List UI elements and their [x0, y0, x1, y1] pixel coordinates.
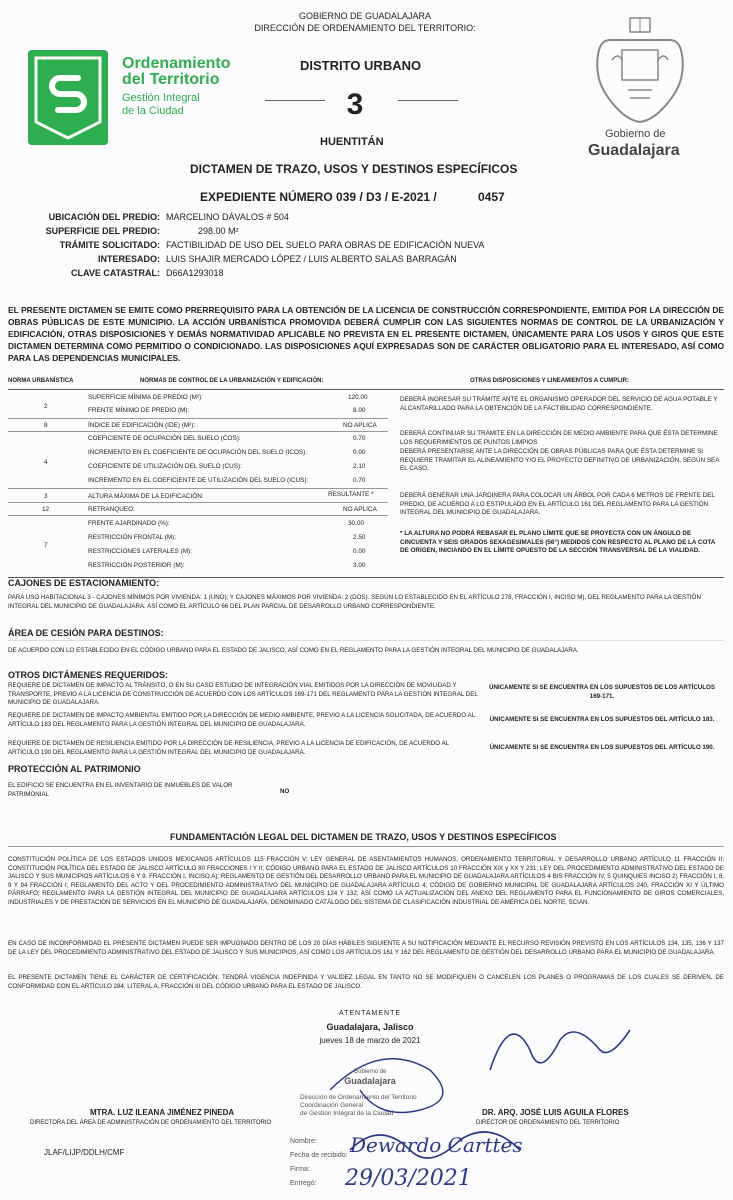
logo-subtitle-line2: de la Ciudad: [122, 105, 184, 117]
table-row-norma: 8: [44, 422, 48, 429]
recibo-entrego: Entregó:: [290, 1180, 317, 1187]
table-row-value: 2.10: [353, 463, 366, 470]
clave-label: CLAVE CATASTRAL:: [71, 268, 160, 278]
stamp-line-1: Dirección de Ordenamiento del Territorio: [300, 1094, 417, 1101]
atentamente: ATENTAMENTE: [338, 1010, 402, 1017]
otros-title: OTROS DICTÁMENES REQUERIDOS:: [8, 670, 169, 680]
cesion-text: DE ACUERDO CON LO ESTABLECIDO EN EL CÓDIGO URBANO PARA EL ESTADO DE JALISCO, ASÍ COMO EN EL REGLAMENTO PARA LA GESTIÓN INTEGRAL DEL MUNICIPIO DE GUADALAJARA.: [8, 647, 579, 654]
stamp-gob-1: Gobierno de: [353, 1069, 387, 1075]
otras-item-altura: * LA ALTURA NO PODRÁ REBASAR EL PLANO LÍMITE QUE SE PROYECTA CON UN ÁNGULO DE CINCUENTA Y SEIS GRADOS SEXAGESIMALES (56°) MEDIDOS CON RESPECTO AL PLANO DE LA COTA DE ORIGEN, INICIANDO EN EL LÍMITE OPUESTO DE LA SECCIÓN TRANSVERSAL DE LA VIALIDAD.: [400, 530, 716, 555]
left-signer-role: DIRECTORA DEL ÁREA DE ADMINISTRACIÓN DE ORDENAMIENTO DEL TERRITORIO: [30, 1120, 272, 1126]
patrimonio-title: PROTECCIÓN AL PATRIMONIO: [8, 764, 141, 774]
distrito-label: DISTRITO URBANO: [300, 58, 422, 73]
table-row-value: 0.00: [353, 449, 366, 456]
table-row-label: COEFICIENTE DE UTILIZACIÓN DEL SUELO (CUS):: [88, 463, 242, 470]
cajones-text: PARA USO HABITACIONAL 3 - CAJONES MÍNIMOS POR VIVIENDA: 1 (UNO); Y CAJONES MÁXIMOS POR VIVIENDA: 2 (DOS). SEGÚN LO ESTABLECIDO EN EL ARTÍCULO 278, FRACCIÓN I, INCISO M), DEL REGLAMENTO PARA LA GESTIÓN INTEGRAL DEL MUNICIPIO DE GUADALAJARA. ASÍ COMO EL ARTÍCULO 66 DEL PLAN PARCIAL DE DESARROLLO URBANO CORRESPONDIENTE.: [8, 594, 701, 610]
table-row-label: RETRANQUEO:: [88, 506, 135, 513]
table-row-norma: 12: [42, 506, 50, 513]
table-row-label: FRENTE AJARDINADO (%):: [88, 520, 170, 527]
table-header-normas: NORMAS DE CONTROL DE LA URBANIZACIÓN Y EDIFICACIÓN:: [140, 378, 324, 384]
table-row-value: 30.00: [348, 520, 364, 527]
gov-line-1: GOBIERNO DE GUADALAJARA: [298, 11, 432, 21]
patrimonio-value: NO: [280, 788, 290, 795]
cajones-title: CAJONES DE ESTACIONAMIENTO:: [8, 578, 160, 588]
table-row-norma: 7: [44, 542, 48, 549]
table-row-label: RESTRICCIÓN POSTERIOR (M):: [88, 562, 185, 569]
table-row-value: 120.00: [348, 394, 368, 401]
otros-item-cond: ÚNICAMENTE SI SE ENCUENTRA EN LOS SUPUESTOS DE LOS ARTÍCULOS 169-171.: [489, 684, 715, 700]
table-row-norma: 3: [44, 493, 48, 500]
fundamentacion-p1: CONSTITUCIÓN POLÍTICA DE LOS ESTADOS UNIDOS MEXICANOS ARTÍCULOS 115 FRACCIÓN V; LEY GENERAL DE ASENTAMIENTOS HUMANOS, ORDENAMIENTO TERRITORIAL Y DESARROLLO URBANO ARTÍCULO 11 FRACCIÓN II; CONSTITUCIÓN POLÍTICA DEL ESTADO DE JALISCO ARTÍCULO 80 FRACCIONES I Y II; CÓDIGO URBANO PARA EL ESTADO DE JALISCO ARTÍCULOS 10 FRACCIÓN XIX y XX Y 231; LEY DEL PROCEDIMIENTO ADMINISTRATIVO DEL ESTADO DE JALISCO Y SUS MUNICIPIOS ARTÍCULOS 6 Y 9, FRACCIÓN I, INCISO A); REGLAMENTO DE GESTIÓN DEL DESARROLLO URBANO PARA EL MUNICIPIO DE GUADALAJARA ARTÍCULOS 4 BIS FRACCIÓN IV, 5 QUINQUIES INCISO 2) FRACCIÓN I, 8, 9 Y 94 FRACCIÓN I; REGLAMENTO DEL ACTO Y DEL PROCEDIMIENTO ADMINISTRATIVO DEL MUNICIPIO DE GUADALAJARA ARTÍCULO 4; CÓDIGO DE GOBIERNO MUNICIPAL DE GUADALAJARA ARTÍCULOS 240, FRACCIÓN XI Y ÚLTIMO PÁRRAFO; REGLAMENTO PARA LA GESTIÓN INTEGRAL DEL MUNICIPIO DE GUADALAJARA ARTÍCULOS 124 Y 132; ASÍ COMO LA ACTUALIZACIÓN DEL ANEXO DEL REGLAMENTO PARA EL FUNCIONAMIENTO DE GIROS COMERCIALES, INDUSTRIALES Y DE PRESTACIÓN DE SERVICIOS EN EL MUNICIPIO DE GUADALAJARA, DENOMINADO CATÁLOGO DEL SISTEMA DE CLASIFICACIÓN INDUSTRIAL DE AMÉRICA DEL NORTE, SCIAN.: [8, 856, 724, 906]
expediente: EXPEDIENTE NÚMERO 039 / D3 / E-2021 /: [200, 190, 437, 204]
fundamentacion-title: FUNDAMENTACIÓN LEGAL DEL DICTAMEN DE TRAZO, USOS Y DESTINOS ESPECÍFICOS: [170, 832, 557, 842]
right-signer-name: DR. ARQ. JOSÉ LUIS AGUILA FLORES: [482, 1108, 629, 1117]
table-row-label: INCREMENTO EN EL COEFICIENTE DE OCUPACIÓN DEL SUELO (ICOS):: [88, 449, 308, 456]
gov-logo-name-1: Gobierno de: [605, 128, 666, 140]
interesado-value: LUIS SHAJIR MERCADO LÓPEZ / LUIS ALBERTO SALAS BARRAGÁN: [166, 254, 457, 264]
hand-date: 29/03/2021: [345, 1166, 472, 1191]
cesion-title: ÁREA DE CESIÓN PARA DESTINOS:: [8, 628, 164, 638]
otras-item: DEBERÁ CONTINUAR SU TRÁMITE EN LA DIRECCIÓN DE MEDIO AMBIENTE PARA QUE ÉSTA DETERMINE LOS REQUERIMIENTOS DE PUNTOS LIMPIOS: [400, 430, 718, 446]
table-row-label: RESTRICCIÓN FRONTAL (M):: [88, 534, 177, 541]
stamp-line-3: de Gestión Integral de la Ciudad: [300, 1110, 394, 1117]
table-row-norma: 2: [44, 403, 48, 410]
clave-value: D66A1293018: [166, 268, 224, 278]
interesado-label: INTERESADO:: [97, 254, 160, 264]
otras-item: DEBERÁ INGRESAR SU TRÁMITE ANTE EL ORGANISMO OPERADOR DEL SERVICIO DE AGUA POTABLE Y ALCANTARILLADO PARA LA OBTENCIÓN DE LA FACTIBILIDAD CORRESPONDIENTE.: [400, 396, 718, 412]
table-row-value: 2.50: [353, 534, 366, 541]
ubicacion-label: UBICACIÓN DEL PREDIO:: [48, 212, 160, 222]
expediente-number: 0457: [478, 190, 505, 204]
table-row-label: INCREMENTO EN EL COEFICIENTE DE UTILIZACIÓN DEL SUELO (ICUS):: [88, 477, 309, 484]
hand-name: Dewardo Carttes: [350, 1133, 523, 1157]
table-row-value: RESULTANTE *: [328, 491, 374, 498]
distrito-number: 3: [346, 88, 364, 121]
table-row-label: RESTRICCIONES LATERALES (M):: [88, 548, 192, 555]
initials: JLAF/LIJP/DDLH/CMF: [44, 1148, 125, 1157]
otros-item-cond: ÚNICAMENTE SI SE ENCUENTRA EN LOS SUPUESTOS DEL ARTÍCULO 190.: [489, 744, 715, 751]
fundamentacion-p2: EN CASO DE INCONFORMIDAD EL PRESENTE DICTAMEN PUEDE SER IMPUGNADO DENTRO DE LOS 20 DÍAS HÁBILES SIGUIENTE A SU NOTIFICACIÓN MEDIANTE EL RECURSO REVISIÓN PREVISTO EN LOS ARTÍCULOS 134, 135, 136 Y 137 DE LA LEY DEL PROCEDIMIENTO ADMINISTRATIVO DEL ESTADO DE JALISCO Y SUS MUNICIPIOS, ASÍ COMO LOS ARTÍCULOS 161 Y 162 DEL REGLAMENTO DE GESTIÓN DEL DESARROLLO URBANO PARA EL MUNICIPIO DE GUADALAJARA.: [8, 940, 724, 956]
table-row-label: ALTURA MÁXIMA DE LA EDIFICACIÓN:: [88, 493, 204, 500]
recibo-fecha: Fecha de recibido:: [290, 1152, 348, 1159]
firma-fecha: jueves 18 de marzo de 2021: [319, 1036, 421, 1045]
table-row-norma: 4: [44, 459, 48, 466]
subdistrito: HUENTITÁN: [320, 136, 384, 148]
otras-item: DEBERÁ PRESENTARSE ANTE LA DIRECCIÓN DE OBRAS PÚBLICAS PARA QUE ÉSTA DETERMINE SI REQUIERE TRAMITAR EL ALINEAMIENTO Y/O EL PROYECTO DEFINITIVO DE URBANIZACIÓN, SEGÚN SEA EL CASO.: [400, 448, 720, 473]
firma-lugar: Guadalajara, Jalisco: [326, 1022, 414, 1032]
tramite-value: FACTIBILIDAD DE USO DEL SUELO PARA OBRAS DE EDIFICACIÓN NUEVA: [166, 240, 485, 250]
intro-paragraph: EL PRESENTE DICTAMEN SE EMITE COMO PRERREQUISITO PARA LA OBTENCIÓN DE LA LICENCIA DE CONSTRUCCIÓN CORRESPONDIENTE, EMITIDA POR LA DIRECCIÓN DE OBRAS PÚBLICAS DE ESTE MUNICIPIO. LA ACCIÓN URBANÍSTICA PROMOVIDA DEBERÁ CUMPLIR CON LAS SIGUIENTES NORMAS DE CONTROL DE LA URBANIZACIÓN Y EDIFICACIÓN, OTRAS DISPOSICIONES Y DEMÁS NORMATIVIDAD APLICABLE NO PREVISTA EN EL PRESENTE DICTAMEN, ÚNICAMENTE PARA LOS USOS Y GIROS QUE ESTE DICTAMEN DETERMINA COMO PERMITIDO O CONDICIONADO. LAS DISPOSICIONES AQUÍ EXPRESADAS SON DE CARÁCTER OBLIGATORIO PARA EL INTERESADO, ASÍ COMO PARA LAS DEPENDENCIAS MUNICIPALES.: [8, 305, 724, 363]
table-row-value: 0.70: [353, 435, 366, 442]
logo-subtitle-line1: Gestión Integral: [122, 92, 200, 104]
otras-item: DEBERÁ GENERAR UNA JARDINERA PARA COLOCAR UN ÁRBOL POR CADA 6 METROS DE FRENTE DEL PREDIO, DE ACUERDO A LO ESTIPULADO EN EL ARTÍCULO 161 DEL REGLAMENTO PARA LA GESTIÓN INTEGRAL DEL MUNICIPIO DE GUADALAJARA.: [400, 492, 715, 517]
table-header-otras: OTRAS DISPOSICIONES Y LINEAMIENTOS A CUMPLIR:: [470, 378, 629, 384]
document-title: DICTAMEN DE TRAZO, USOS Y DESTINOS ESPECÍFICOS: [190, 162, 518, 176]
table-row-value: 8.00: [353, 407, 366, 414]
logo-title-line2: del Territorio: [122, 71, 220, 88]
table-header-norma: NORMA URBANÍSTICA: [8, 378, 74, 384]
gov-line-2: DIRECCIÓN DE ORDENAMIENTO DEL TERRITORIO:: [254, 23, 476, 33]
table-row-value: 0.00: [353, 548, 366, 555]
table-row-label: FRENTE MÍNIMO DE PREDIO (M):: [88, 407, 190, 414]
table-row-label: COEFICIENTE DE OCUPACIÓN DEL SUELO (COS):: [88, 435, 241, 442]
superficie-label: SUPERFICIE DEL PREDIO:: [45, 226, 160, 236]
table-row-label: SUPERFICIE MÍNIMA DE PREDIO (M²):: [88, 394, 204, 401]
gov-logo-name-2: Guadalajara: [588, 142, 680, 159]
tramite-label: TRÁMITE SOLICITADO:: [59, 240, 160, 250]
left-signer-name: MTRA. LUZ ILEANA JIMÉNEZ PINEDA: [90, 1108, 235, 1117]
recibo-firma: Firma:: [290, 1166, 310, 1173]
patrimonio-text: EL EDIFICIO SE ENCUENTRA EN EL INVENTARIO DE INMUEBLES DE VALOR PATRIMONIAL: [8, 782, 233, 798]
stamp-line-2: Coordinación General: [300, 1102, 364, 1109]
table-row-value: NO APLICA: [343, 422, 377, 429]
table-row-value: 0.70: [353, 477, 366, 484]
otros-item-text: REQUIERE DE DICTAMEN DE RESILIENCIA EMITIDO POR LA DIRECCIÓN DE RESILIENCIA, PREVIO A LA LICENCIA DE EDIFICACIÓN, DE ACUERDO AL ARTÍCULO 190 DEL REGLAMENTO PARA LA GESTIÓN INTEGRAL DEL MUNICIPIO DE GUADALAJARA.: [8, 740, 449, 756]
otros-item-cond: ÚNICAMENTE SI SE ENCUENTRA EN LOS SUPUESTOS DEL ARTÍCULO 183.: [489, 716, 715, 723]
superficie-value: 298.00 M²: [198, 226, 239, 236]
stamp-gob-2: Guadalajara: [344, 1076, 396, 1086]
table-row-label: ÍNDICE DE EDIFICACIÓN (IDE) (M²):: [88, 422, 196, 429]
table-row-value: NO APLICA: [343, 506, 377, 513]
fundamentacion-p3: EL PRESENTE DICTAMEN TIENE EL CARÁCTER DE CERTIFICACIÓN; TENDRÁ VIGENCIA INDEFINIDA Y VALIDEZ LEGAL EN TANTO NO SE MODIFIQUEN O CANCELEN LOS PLANES O PROGRAMAS DE LOS CUALES SE DERIVEN, DE CONFORMIDAD CON EL ARTÍCULO 284, LITERAL A, FRACCIÓN III DEL CÓDIGO URBANO PARA EL ESTADO DE JALISCO.: [8, 974, 724, 990]
table-row-value: 3.00: [353, 562, 366, 569]
logo-title-line1: Ordenamiento: [122, 55, 231, 72]
right-signer-role: DIRECTOR DE ORDENAMIENTO DEL TERRITORIO: [476, 1120, 620, 1126]
recibo-nombre: Nombre:: [290, 1138, 317, 1145]
ubicacion-value: MARCELINO DÁVALOS # 504: [166, 212, 289, 222]
otros-item-text: REQUIERE DE DICTAMEN DE IMPACTO AMBIENTAL EMITIDO POR LA DIRECCIÓN DE MEDIO AMBIENTE, PREVIO A LA LICENCIA SOLICITADA, DE ACUERDO AL ARTÍCULO 183 DEL REGLAMENTO PARA LA GESTIÓN INTEGRAL DEL MUNICIPIO DE GUADALAJARA.: [8, 712, 475, 728]
otros-item-text: REQUIERE DE DICTAMEN DE IMPACTO AL TRÁNSITO, O EN SU CASO ESTUDIO DE INTEGRACIÓN VIAL EMITIDOS POR LA DIRECCIÓN DE MOVILIDAD Y TRANSPORTE, PREVIO A LA LICENCIA DE CONSTRUCCIÓN DE ACUERDO CON LOS ARTÍCULOS 169-171 DEL REGLAMENTO PARA LA GESTIÓN INTEGRAL DEL MUNICIPIO DE GUADALAJARA.: [8, 682, 478, 706]
